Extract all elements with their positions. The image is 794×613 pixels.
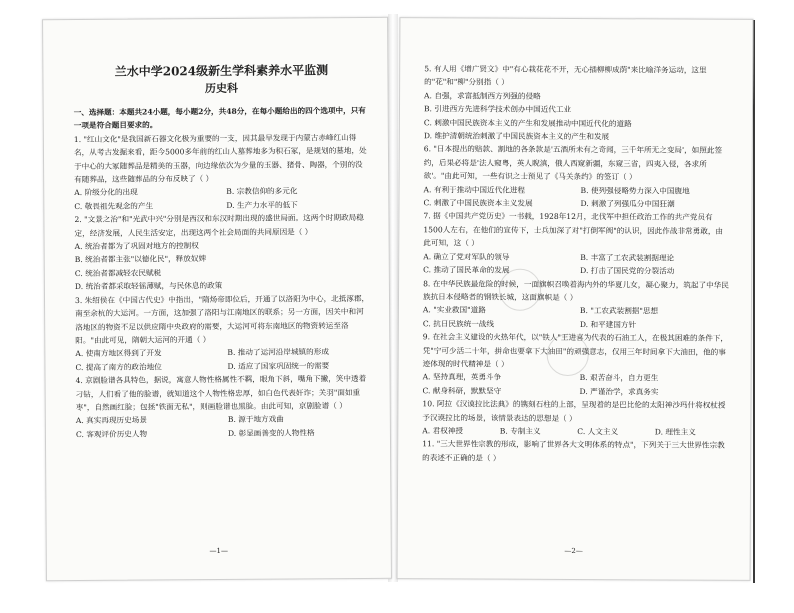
option-c: C. 献身科研，默默坚守 (422, 385, 502, 396)
option-c: C. 刺激了中国民族资本主义发展 (423, 198, 533, 208)
page-number: —2— (564, 546, 583, 556)
question-3: 3. 朱绍侯在《中国古代史》中指出，"隋炀帝即位后，开通了以洛阳为中心，北抵涿郡，南至余杭的大运河。一方面，这加强了洛阳与江南地区的联系；另一方面，因关中和河洛地区的物资不足以供应隋中央政府的需要，大运河可将东南地区的物资转运至洛阳。"由此可见，隋朝大运河的开通（ ） (74, 293, 370, 345)
option-d: D. 维护清朝统治刺激了中国民族资本主义的产生和发展 (423, 131, 610, 142)
question-2: 2. "文景之治"和"光武中兴"分别是西汉和东汉时期出现的盛世局面。这两个时期政局稳定，经济发展，人民生活安定，出现这两个社会局面的共同原因是（ ） (74, 213, 364, 238)
scan-edge-right (753, 20, 755, 583)
option-b: B. 引进西方先进科学技术创办中国近代工业 (423, 104, 572, 115)
option-b: B. 专制主义 (499, 426, 541, 436)
option-d: D. 生产力水平的低下 (226, 200, 298, 210)
option-a: A. 君权神授 (422, 426, 464, 436)
question-8-options (423, 304, 729, 332)
right-page (397, 17, 754, 581)
option-b: B. 源于地方戏曲 (227, 414, 284, 425)
option-a: A. 统治者都为了巩固对地方的控制权 (74, 241, 199, 252)
option-c: C. 刺激中国民族资本主义的产生和发展推动中国近代化的道路 (423, 117, 632, 128)
section-instruction: 一、选择题：本题共24小题，每小题2分，共48分，在每小题给出的四个选项中，只有一项是符合题目要求的。 (73, 105, 366, 131)
option-a: A. 使南方地区得到了开发 (75, 348, 162, 359)
option-c: C. 提高了南方的政治地位 (75, 362, 162, 372)
question-5: 5. 有人用《增广贤文》中"有心栽花花不开，无心插柳柳成荫"来比喻洋务运动，这里的"花"和"柳"分别指（ ） (424, 64, 707, 88)
option-a: A. 有利于推动中国近代化进程 (423, 184, 526, 195)
option-d: D. 和平建国方针 (579, 319, 637, 330)
question-4: 4. 京剧脸谱各具特色，据说，寓意人物性格属性不羁，眼角下斜，嘴角下撇，笑中透着刁钻，人们看了他的脸谱，就知道这个人物性格忠厚，如白色代表奸诈；关羽"面如重枣"，自然画红脸；包拯"铁面无私"，则画脸谱也黑脸。由此可知，京剧脸谱（ ） (75, 374, 367, 412)
question-1-options (74, 184, 370, 213)
option-b: B. "工农武装割据"思想 (579, 306, 659, 316)
page-number: —1— (209, 546, 229, 556)
question-11: 11. "三大世界性宗教的形成，影响了世界各大文明体系的特点"，下列关于三大世界性宗教的表述不正确的是（ ） (422, 439, 725, 463)
question-8: 8. 在中华民族最危险的时候，一面旗帜召唤着海内外的华夏儿女，凝心聚力，筑起了中华民族抗日本侵略者的钢铁长城，这面旗帜是（ ） (422, 278, 729, 302)
question-5-options (424, 89, 730, 144)
question-1: 1. "红山文化"是我国新石器文化极为重要的一支，因其最早发现于内蒙古赤峰红山得名，从考古发掘来看，距今5000多年前的红山人墓葬地多为积石冢，是规划的墓地，处于中心的大冢随葬品是精美的玉器，向边缘依次为少量的玉器、猪骨、陶器，个别的没有随葬品，这些随葬品的分布反映了（ ） (73, 132, 367, 185)
question-6: 6. "日本提出的赔款、割地的各条款是'五酒所未有之奇闻，三千年所无之变局'，如照此签约，后果必将是'法人窥粤，英人睨滇，俄人西窥新疆，东窥三省，四夷入侵，各求所欲'。"由此可知，一些有识之士预见了《马关条约》的签订（ ） (423, 144, 723, 182)
option-b: B. 宗教信仰的多元化 (226, 186, 298, 197)
question-4-options (76, 412, 372, 441)
option-d: D. 统治者都采取轻徭薄赋，与民休息的政策 (74, 281, 223, 292)
option-c: C. 推动了国民革命的发展 (423, 265, 510, 275)
question-7: 7. 据《中国共产党历史》一书载，1928年12月，北伐军中担任政治工作的共产党员有1500人左右，在他们的宣传下，士兵加深了对"打倒军阀"的认识，因此作战非常勇敢，由此可知，这（ ） (423, 211, 724, 248)
option-d: D. 彰显画善变的人物性格 (227, 428, 315, 438)
question-7-options (423, 250, 729, 278)
question-3-options (75, 345, 371, 374)
option-b: B. 丰富了工农武装割据理论 (580, 252, 675, 263)
option-b: B. 使列强侵略势力深入中国腹地 (580, 185, 690, 196)
option-a: A. 确立了党对军队的领导 (423, 251, 510, 262)
option-d: D. 严谨治学，求真务实 (579, 386, 659, 397)
option-d: D. 刺激了列强瓜分中国狂潮 (580, 199, 675, 209)
option-a: A. 自强，求富抵制西方列强的侵略 (424, 91, 541, 101)
question-10: 10. 阿拉《汉谟拉比法典》的镌刻石柱的上部，呈现着的是巴比伦的太阳神沙玛什将权杖授予汉谟拉比的场景，该情景表达的思想是（ ） (422, 399, 726, 423)
option-c: C. 人文主义 (577, 426, 619, 437)
question-6-options (423, 183, 729, 211)
option-b: B. 统治者都主张"以德化民"，释放奴婢 (74, 254, 207, 265)
option-c: C. 统治者都减轻农民赋税 (74, 268, 162, 278)
left-page (42, 17, 392, 581)
option-c: C. 抗日民族统一战线 (422, 318, 495, 329)
option-d: D. 适应了国家巩固统一的需要 (227, 360, 330, 371)
right-page-content (422, 62, 730, 466)
option-a: A. 坚持真理，英勇斗争 (422, 372, 502, 382)
option-d: D. 打击了国民党的分裂活动 (580, 266, 675, 276)
option-a: A. 真实再现历史场景 (75, 415, 147, 426)
question-2-options (75, 238, 371, 294)
question-9: 9. 在社会主义建设的火热年代，以"铁人"王进喜为代表的石油工人，在极其困难的条件下，凭"宁可少活二十年，拼命也要拿下大油田"的顽强意志，仅用三年时间拿下大油田，他的事迹体现的时代精神是（ ） (422, 332, 729, 369)
exam-subject: 历史科 (204, 81, 239, 96)
left-page-content (73, 62, 372, 441)
option-b: B. 艰苦奋斗，自力更生 (579, 373, 659, 383)
option-d: D. 理性主义 (654, 427, 696, 437)
question-9-options (422, 371, 728, 399)
option-a: A. "实业救国"道路 (422, 305, 486, 315)
option-c: C. 客观评价历史人物 (75, 429, 148, 439)
exam-title: 兰水中学2024级新生学科素养水平监测 (114, 63, 329, 79)
option-c: C. 敬畏祖先观念的产生 (74, 201, 154, 211)
option-a: A. 阶级分化的出现 (74, 187, 138, 198)
option-b: B. 推动了运河沿岸城镇的形成 (227, 347, 329, 358)
